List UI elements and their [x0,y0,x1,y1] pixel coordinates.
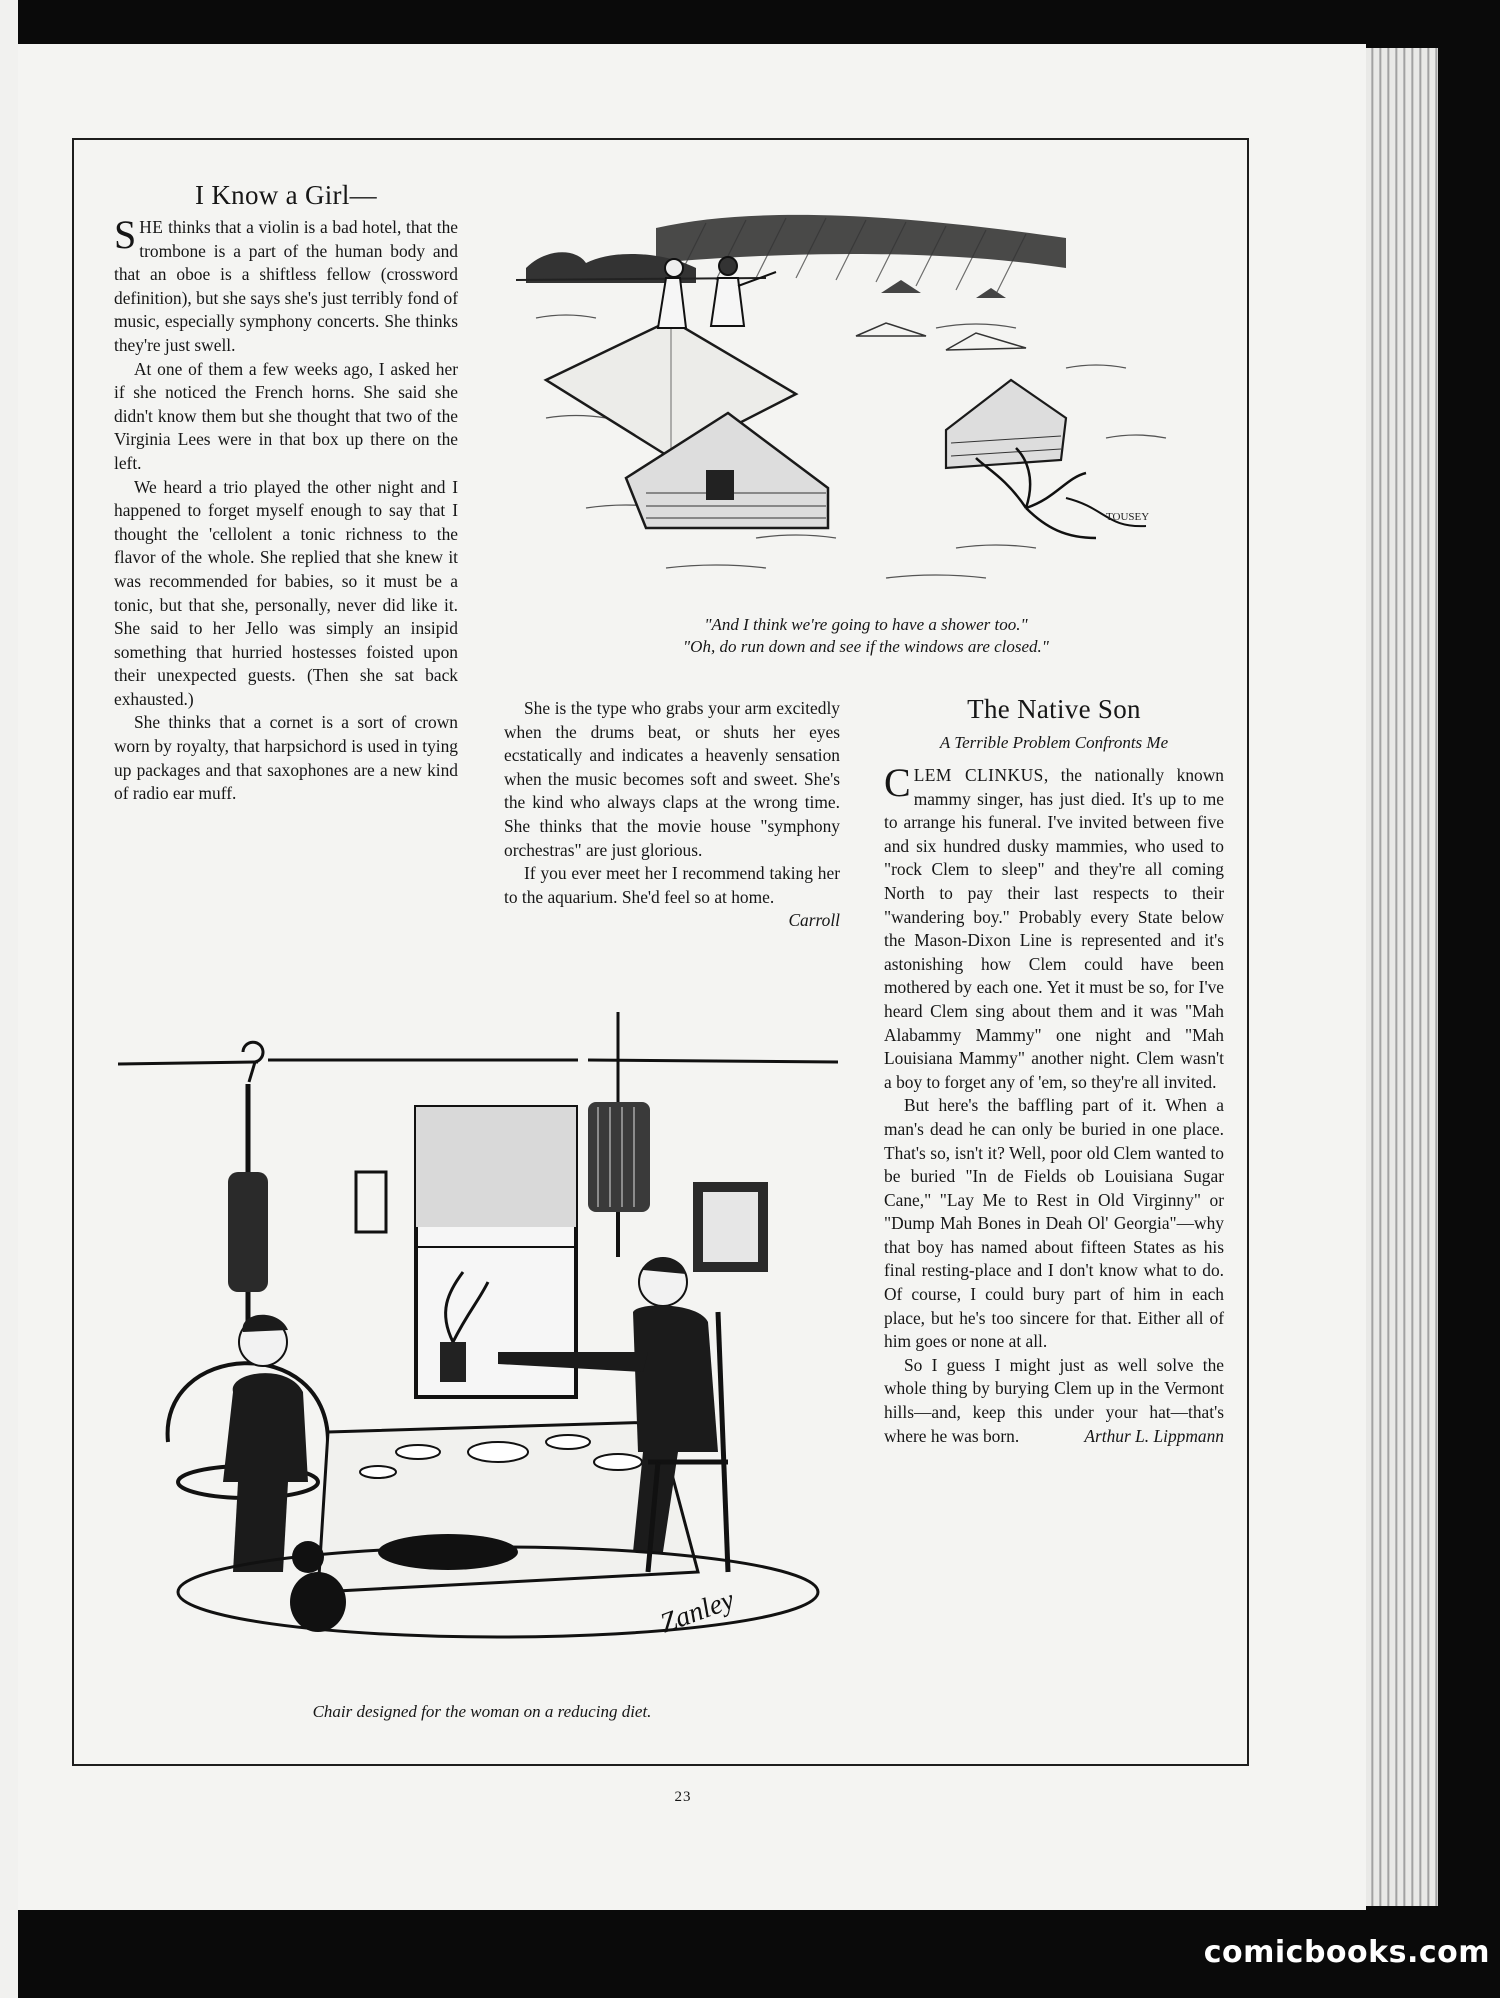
flood-cartoon-illustration [506,208,1226,606]
article-title-the-native-son: The Native Son [967,694,1141,724]
site-watermark: comicbooks.com [1203,1935,1490,1970]
drop-cap: C [884,760,911,805]
article1-paragraph-3: We heard a trio played the other night and I happened to forget myself enough to say that I thought the 'cellolent a tonic richness to the flavor of the whole. She replied that she knew it was recommended for babies, so it must be a tonic, but that she, personally, never did like it. She said to her Jello was simply an insipid something that hurried hostesses foisted upon their unexpected guests. (Then she sat back exhausted.) [114,476,458,709]
article-title-i-know-a-girl: I Know a Girl— [195,180,377,210]
dinner-cartoon-caption: Chair designed for the woman on a reducing diet. [312,1702,652,1721]
lead-in: HE [139,217,164,237]
caption-line-2: "Oh, do run down and see if the windows are closed." [683,637,1049,656]
book-page-edges [1366,48,1438,1906]
dinner-artist-signature: Zanley [656,1584,739,1640]
dinner-cartoon-illustration [118,1012,846,1652]
page-number: 23 [674,1789,692,1805]
paragraph-text: So I guess I might just as well solve the whole thing by burying Clem up in the Vermont hills—and, keep this under your hat—that's where he was born. [884,1354,1224,1446]
article2-paragraph-2: But here's the baffling part of it. When a man's dead he can only be buried in one place. That's so, isn't it? Well, poor old Clem wanted to be buried "In de Fields ob Louisiana Sugar Cane," "Lay Me to Rest in Old Virginny" or "Dump Mah Bones in Deah Ol' Georgia"—why that boy has named about fifteen States as his final resting-place and I don't know what to do. Of course, I could bury part of him in each place, but he's too sincere for that. Either all of him goes or none at all. [884,1095,1224,1352]
article-subtitle: A Terrible Problem Confronts Me [939,733,1169,752]
author-signature-lippmann: Arthur L. Lippmann [1084,1425,1224,1446]
paragraph-text: , the nationally known mammy singer, has just died. It's up to me to arrange his funeral. I've invited between five and six hundred dusky mammies, who used to "rock Clem to sleep" and they're all coming North to pay their last respects to their "wandering boy." Probably every State below the Mason-Dixon Line is represented and it's astonishing how Clem could have been mothered by each one. Yet it must be so, for I've heard Clem sing about them and it was "Mah Alabammy Mammy" one night and "Mah Louisiana Mammy" another night. Clem wasn't a boy to forget any of 'em, so they're all invited. [884,765,1224,1092]
article1-paragraph-5: She is the type who grabs your arm excitedly when the drums beat, or shuts her eyes ecstatically and indicates a heavenly sensation when the music becomes soft and sweet. She's the kind who always claps at the wrong time. She thinks that the movie house "symphony orchestras" are just glorious. [504,698,840,860]
caption-line-1: "And I think we're going to have a shower too." [704,615,1028,634]
article1-paragraph-6 [504,862,840,931]
article-column-3 [884,760,1224,1448]
article1-paragraph-4: She thinks that a cornet is a sort of crown worn by royalty, that harpsichord is used in tying up packages and that saxophones are a new kind of radio ear muff. [114,712,458,804]
flood-cartoon-caption [506,614,1226,658]
article1-paragraph-1 [114,212,458,358]
left-page-edge [0,0,18,1998]
author-signature-carroll: Carroll [788,910,840,931]
article-column-1 [114,212,458,806]
flood-artist-signature: TOUSEY [1106,511,1150,523]
paragraph-text: If you ever meet her I recommend taking her to the aquarium. She'd feel so at home. [504,863,840,907]
drop-cap: S [114,212,137,257]
article-column-2 [504,697,840,933]
article2-paragraph-3 [884,1354,1224,1448]
paragraph-text: thinks that a violin is a bad hotel, that the trombone is a part of the human body and that an oboe is a shiftless fellow (crossword definition), but she says she's just terribly fond of music, especially symphony concerts. She thinks they're just swell. [114,217,458,355]
article2-paragraph-1 [884,760,1224,1094]
article1-paragraph-2: At one of them a few weeks ago, I asked her if she noticed the French horns. She said she didn't know them but she thought that two of the Virginia Lees were in that box up there on the left. [114,358,458,473]
lead-in: LEM CLINKUS [913,765,1044,785]
